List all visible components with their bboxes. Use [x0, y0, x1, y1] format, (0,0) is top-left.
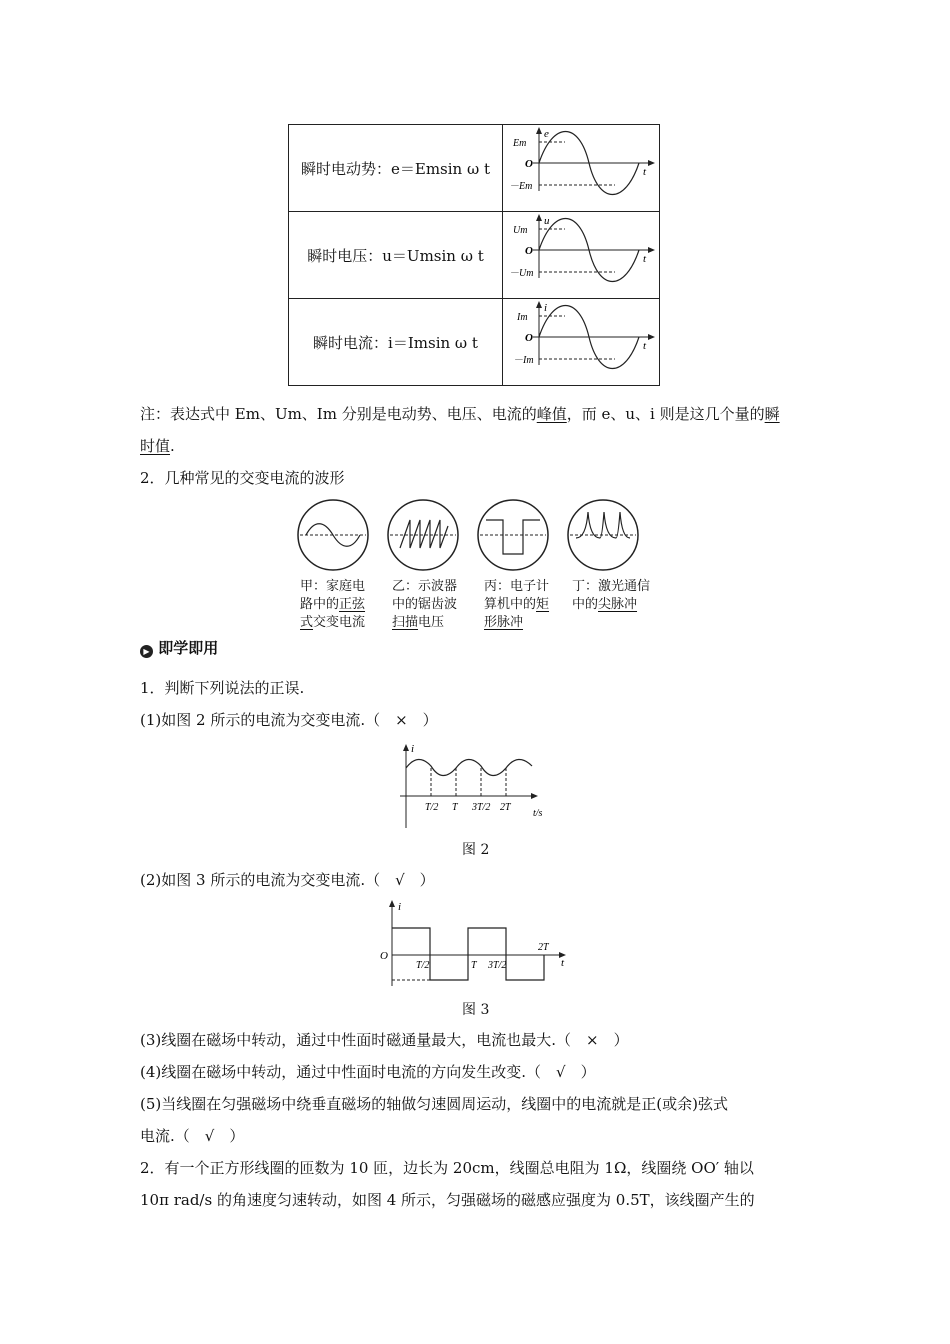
figure-2-caption: 图 2 — [462, 842, 490, 858]
figure-2-graph — [370, 740, 560, 830]
svg-text:Em: Em — [513, 138, 527, 149]
current-sine-graph — [503, 299, 659, 381]
question-1: 1．判断下列说法的正误. — [140, 679, 305, 697]
waveform-caption-yi: 乙：示波器 中的锯齿波 扫描电压 — [392, 579, 458, 630]
figure-3-graph — [372, 898, 572, 990]
svg-text:t: t — [643, 253, 647, 265]
svg-text:O: O — [380, 950, 388, 962]
question-1-2: (2)如图 3 所示的电流为交变电流.（ √ ） — [140, 871, 435, 889]
question-2-line-2: 10π rad/s 的角速度匀速转动，如图 4 所示，匀强磁场的磁感应强度为 0.5T，该线圈产生的 — [140, 1191, 755, 1209]
waveform-caption-bing: 丙：电子计 算机中的矩 形脉冲 — [484, 579, 550, 630]
practice-heading: ▶ 即学即用 — [140, 638, 218, 658]
svg-text:－Im: －Im — [513, 355, 534, 366]
svg-text:3T/2: 3T/2 — [488, 960, 507, 971]
table-row — [289, 125, 660, 212]
formula-table — [288, 124, 660, 386]
svg-text:T/2: T/2 — [416, 960, 430, 971]
table-row — [289, 299, 660, 386]
svg-text:－Em: －Em — [509, 181, 533, 192]
table-row — [289, 212, 660, 299]
svg-text:2T: 2T — [538, 942, 549, 953]
svg-text:i: i — [411, 743, 415, 755]
svg-text:t/s: t/s — [533, 808, 543, 819]
svg-text:T/2: T/2 — [425, 802, 439, 813]
svg-text:e: e — [544, 128, 549, 140]
figure-3-caption: 图 3 — [462, 1002, 490, 1018]
voltage-graph-cell — [503, 212, 660, 299]
play-icon: ▶ — [140, 645, 153, 658]
section-2-title: 2．几种常见的交变电流的波形 — [140, 469, 345, 487]
note-line-1: 注：表达式中 Em、Um、Im 分别是电动势、电压、电流的峰值，而 e、u、i 则是这几个量的瞬 — [140, 405, 780, 423]
emf-sine-graph — [503, 125, 659, 207]
question-1-5-line-2: 电流.（ √ ） — [140, 1127, 245, 1145]
waveform-circles — [296, 498, 646, 578]
waveform-caption-ding: 丁：激光通信 中的尖脉冲 — [572, 579, 651, 612]
svg-text:t: t — [643, 166, 647, 178]
svg-text:i: i — [398, 901, 402, 913]
emf-formula: 瞬时电动势：e＝Emsin ω t — [289, 125, 503, 212]
question-1-5-line-1: (5)当线圈在匀强磁场中绕垂直磁场的轴做匀速圆周运动，线圈中的电流就是正(或余)弦式 — [140, 1095, 728, 1113]
current-graph-cell — [503, 299, 660, 386]
waveform-caption-jia: 甲：家庭电 路中的正弦 式交变电流 — [300, 579, 366, 630]
question-1-4: (4)线圈在磁场中转动，通过中性面时电流的方向发生改变.（ √ ） — [140, 1063, 596, 1081]
svg-text:u: u — [544, 215, 550, 227]
svg-text:2T: 2T — [500, 802, 511, 813]
svg-text:t: t — [643, 340, 647, 352]
note-line-2: 时值. — [140, 437, 175, 455]
voltage-formula: 瞬时电压：u＝Umsin ω t — [289, 212, 503, 299]
question-2-line-1: 2．有一个正方形线圈的匝数为 10 匝，边长为 20cm，线圈总电阻为 1Ω，线圈绕 OO′ 轴以 — [140, 1159, 754, 1177]
voltage-sine-graph — [503, 212, 659, 294]
svg-text:O: O — [525, 245, 533, 257]
current-formula: 瞬时电流：i＝Imsin ω t — [289, 299, 503, 386]
svg-text:O: O — [525, 158, 533, 170]
svg-text:i: i — [544, 302, 548, 314]
svg-text:Um: Um — [513, 225, 528, 236]
question-1-3: (3)线圈在磁场中转动，通过中性面时磁通量最大，电流也最大.（ × ） — [140, 1031, 629, 1049]
svg-text:Im: Im — [517, 312, 528, 323]
svg-text:T: T — [452, 802, 458, 813]
svg-text:t: t — [561, 957, 565, 969]
svg-text:3T/2: 3T/2 — [472, 802, 491, 813]
svg-text:T: T — [471, 960, 477, 971]
svg-text:O: O — [525, 332, 533, 344]
emf-graph-cell — [503, 125, 660, 212]
question-1-1: (1)如图 2 所示的电流为交变电流.（ × ） — [140, 711, 438, 729]
svg-text:－Um: －Um — [509, 268, 534, 279]
